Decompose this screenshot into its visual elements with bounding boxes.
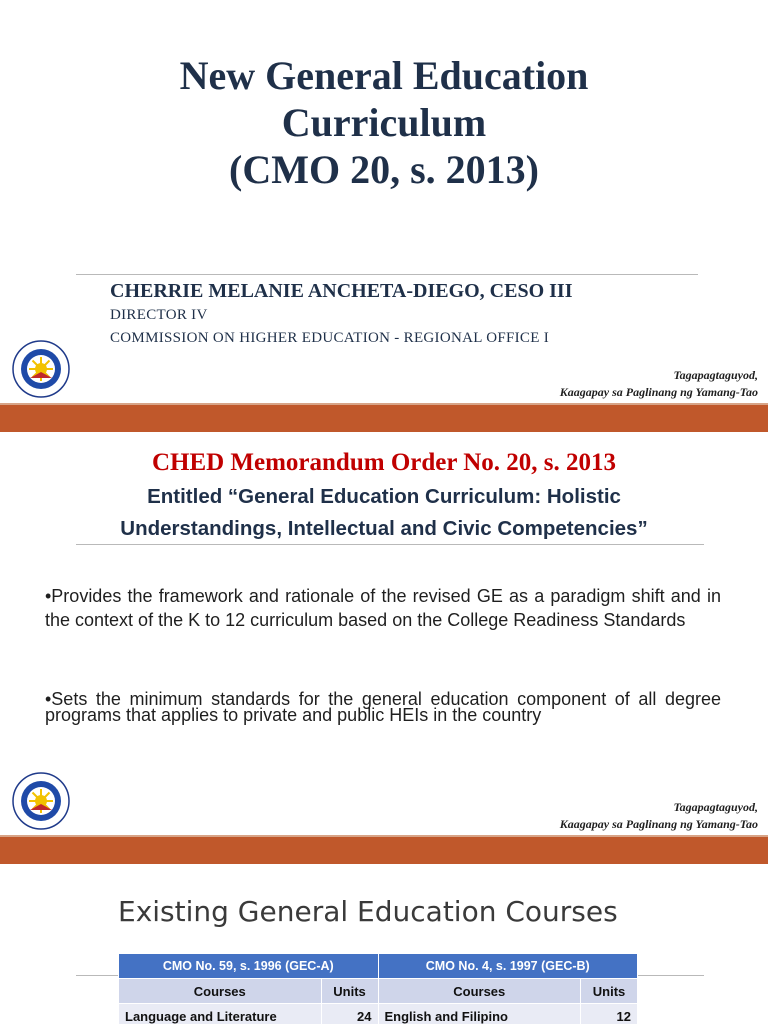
- column-header-courses-a: Courses: [119, 979, 322, 1004]
- column-header-units-a: Units: [321, 979, 378, 1004]
- tagline-line-2: Kaagapay sa Paglinang ng Yamang-Tao: [559, 817, 758, 831]
- slide-1-title: [0, 52, 768, 193]
- presenter-office: COMMISSION ON HIGHER EDUCATION - REGIONAL OFFICE I: [110, 330, 550, 346]
- title-line-1: New General Education: [179, 53, 589, 98]
- tagline-line-2: Kaagapay sa Paglinang ng Yamang-Tao: [559, 385, 758, 399]
- group-header-gec-a: CMO No. 59, s. 1996 (GEC-A): [119, 954, 379, 979]
- ge-courses-table: [118, 953, 638, 1024]
- accent-bar: [0, 403, 768, 432]
- slide-3: [0, 864, 768, 1024]
- bullet-point-2: •Sets the minimum standards for the general education component of all degree programs that applies to private and public HEIs in the country: [45, 689, 721, 725]
- presenter-name: CHERRIE MELANIE ANCHETA-DIEGO, CESO III: [110, 280, 573, 302]
- entitled-line-2: Understandings, Intellectual and Civic Competencies”: [120, 517, 648, 540]
- table-column-header: [119, 979, 638, 1004]
- tagline: [560, 367, 758, 401]
- title-line-2: Curriculum: [281, 100, 487, 145]
- bullet-point-1: •Provides the framework and rationale of the revised GE as a paradigm shift and in the context of the K to 12 curriculum based on the College Readiness Standards: [45, 586, 721, 630]
- group-header-gec-b: CMO No. 4, s. 1997 (GEC-B): [378, 954, 638, 979]
- table-cell: 12: [581, 1004, 638, 1024]
- ched-seal-icon: [12, 340, 70, 398]
- slide-1: [0, 0, 768, 432]
- tagline-line-1: Tagapagtaguyod,: [673, 368, 758, 382]
- slide-3-title: Existing General Education Courses: [118, 895, 618, 928]
- tagline-line-1: Tagapagtaguyod,: [673, 800, 758, 814]
- heading-divider: [76, 544, 704, 545]
- accent-bar: [0, 835, 768, 864]
- ched-seal-icon: [12, 772, 70, 830]
- table-cell: Language and Literature: [119, 1004, 322, 1024]
- title-divider: [76, 274, 698, 275]
- tagline: [560, 799, 758, 833]
- cmo-heading: CHED Memorandum Order No. 20, s. 2013: [151, 449, 617, 476]
- table-cell: 24: [321, 1004, 378, 1024]
- table-row: [119, 1004, 638, 1024]
- table-group-header: [119, 954, 638, 979]
- presenter-position: DIRECTOR IV: [110, 307, 208, 323]
- column-header-courses-b: Courses: [378, 979, 581, 1004]
- table-cell: English and Filipino: [378, 1004, 581, 1024]
- cmo-entitled: [40, 481, 728, 545]
- entitled-line-1: Entitled “General Education Curriculum: Holistic: [147, 485, 621, 508]
- title-line-3: (CMO 20, s. 2013): [229, 147, 539, 192]
- slide-2: [0, 432, 768, 864]
- column-header-units-b: Units: [581, 979, 638, 1004]
